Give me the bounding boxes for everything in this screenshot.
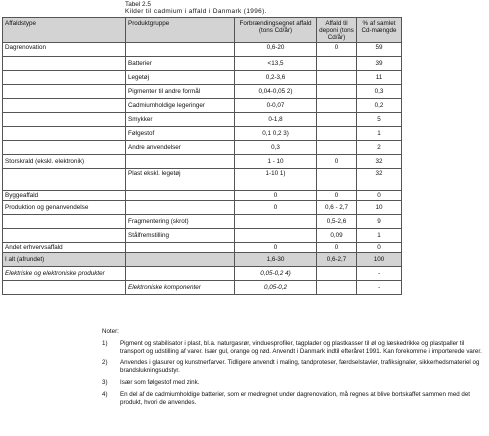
cell-landfill	[317, 141, 357, 155]
cell-waste-type	[3, 113, 126, 127]
table-row	[3, 191, 402, 201]
table-row	[3, 201, 402, 215]
table-header-row	[3, 18, 402, 43]
note-number: 2)	[102, 359, 108, 367]
notes-list	[102, 340, 482, 407]
cell-waste-type: I alt (afrundet)	[3, 253, 126, 267]
header-incineration: Forbrændingsegnet affald (tons Cd/år)	[235, 18, 317, 43]
table-row	[3, 43, 402, 57]
cell-product-group: Pigmenter til andre formål	[126, 85, 235, 99]
note-text: Anvendes i glasurer og kunstnerfarver. Tidligere anvendt i maling, tandproteser, færdselstavler, trafiksignaler, sikkerhedsmateriel og brandslukningsudstyr.	[120, 359, 480, 375]
table-caption	[125, 1, 267, 15]
cell-incineration: 0	[235, 201, 317, 215]
table-body	[3, 43, 402, 295]
cell-percent: 9	[357, 215, 402, 229]
cell-incineration: 1,6-30	[235, 253, 317, 267]
note-item	[102, 340, 482, 356]
cell-landfill: 0	[317, 191, 357, 201]
cell-percent: 0,3	[357, 85, 402, 99]
table-row	[3, 85, 402, 99]
cell-waste-type	[3, 281, 126, 295]
table-row	[3, 243, 402, 253]
table-row	[3, 267, 402, 281]
cell-product-group	[126, 191, 235, 201]
cell-percent: -	[357, 267, 402, 281]
cell-landfill: 0	[317, 43, 357, 57]
cell-product-group: Plast ekskl. legetøj	[126, 169, 235, 191]
note-number: 1)	[102, 339, 108, 347]
cell-incineration: 0,05-0,2 4)	[235, 267, 317, 281]
cell-incineration: <13,5	[235, 57, 317, 71]
cell-percent: 59	[357, 43, 402, 57]
cell-incineration: 0,6-20	[235, 43, 317, 57]
cell-incineration: 0	[235, 191, 317, 201]
cell-landfill	[317, 57, 357, 71]
cell-landfill: 0,09	[317, 229, 357, 243]
cell-percent: 0	[357, 191, 402, 201]
cell-landfill	[317, 113, 357, 127]
cell-incineration: 0,1 0,2 3)	[235, 127, 317, 141]
cell-percent: 39	[357, 57, 402, 71]
cell-incineration: 0-0,07	[235, 99, 317, 113]
table-row	[3, 155, 402, 169]
cell-incineration: 0,3	[235, 141, 317, 155]
cell-product-group: Andre anvendelser	[126, 141, 235, 155]
note-number: 4)	[102, 390, 108, 398]
cell-landfill: 0	[317, 155, 357, 169]
cell-waste-type: Andet erhvervsaffald	[3, 243, 126, 253]
cell-waste-type: Produktion og genanvendelse	[3, 201, 126, 215]
table-number: Tabel 2.5	[125, 1, 151, 8]
cell-percent: 0	[357, 243, 402, 253]
table-row	[3, 99, 402, 113]
cell-incineration	[235, 215, 317, 229]
cell-landfill	[317, 169, 357, 191]
cell-incineration: 1 - 10	[235, 155, 317, 169]
cell-product-group: Følgestof	[126, 127, 235, 141]
table-row	[3, 169, 402, 191]
cell-landfill: 0,5-2,6	[317, 215, 357, 229]
note-item	[102, 379, 482, 387]
cell-product-group	[126, 201, 235, 215]
cell-percent: 32	[357, 169, 402, 191]
cell-percent: 100	[357, 253, 402, 267]
cell-incineration: 0	[235, 243, 317, 253]
cell-product-group	[126, 243, 235, 253]
note-item	[102, 359, 482, 375]
table-row	[3, 127, 402, 141]
note-text: Især som følgestof med zink.	[120, 378, 200, 386]
cell-landfill: 0,6-2,7	[317, 253, 357, 267]
cell-product-group: Elektroniske komponenter	[126, 281, 235, 295]
cell-waste-type	[3, 71, 126, 85]
cell-percent: 0,2	[357, 99, 402, 113]
cell-product-group: Legetøj	[126, 71, 235, 85]
table-row	[3, 113, 402, 127]
cell-product-group: Batterier	[126, 57, 235, 71]
note-text: En del af de cadmiumholdige batterier, som er medregnet under dagrenovation, må regnes at blive bortskaffet sammen med det produkt, hvori de anvendes.	[120, 390, 471, 406]
cadmium-sources-table	[2, 17, 402, 295]
cell-waste-type: Dagrenovation	[3, 43, 126, 57]
cell-waste-type	[3, 85, 126, 99]
cell-waste-type	[3, 99, 126, 113]
cell-percent: 2	[357, 141, 402, 155]
cell-product-group: Stålfremstilling	[126, 229, 235, 243]
cell-percent: 32	[357, 155, 402, 169]
cell-landfill	[317, 127, 357, 141]
notes-section	[102, 328, 482, 410]
header-percent: % af samlet Cd-mængde	[357, 18, 402, 43]
cell-incineration: 0-1,8	[235, 113, 317, 127]
cell-waste-type	[3, 127, 126, 141]
header-landfill: Affald til deponi (tons Cd/år)	[317, 18, 357, 43]
cell-waste-type	[3, 215, 126, 229]
cell-waste-type	[3, 57, 126, 71]
cell-percent: 11	[357, 71, 402, 85]
note-text: Pigment og stabilisator i plast, bl.a. naturgasrør, vinduesprofiler, tagplader og plastkasser til øl og læskedrikke og plastpaller til transport og udstilling af varer. Især gul, orange og rød. Anvendt i Danmark indtil efteråret 1991. Kan forekomme i importerede varer.	[120, 339, 482, 355]
cell-incineration: 0,04-0,05 2)	[235, 85, 317, 99]
cell-incineration: 0,05-0,2	[235, 281, 317, 295]
note-number: 3)	[102, 378, 108, 386]
cell-incineration: 0,2-3,6	[235, 71, 317, 85]
cell-product-group: Cadmiumholdige legeringer	[126, 99, 235, 113]
cell-landfill	[317, 281, 357, 295]
notes-heading: Noter:	[102, 328, 119, 335]
cell-waste-type	[3, 141, 126, 155]
cell-percent: -	[357, 281, 402, 295]
cell-landfill	[317, 71, 357, 85]
cell-product-group	[126, 267, 235, 281]
table-row	[3, 229, 402, 243]
note-item	[102, 391, 482, 407]
cell-percent: 10	[357, 201, 402, 215]
table-row	[3, 57, 402, 71]
cell-waste-type: Storskrald (ekskl. elektronik)	[3, 155, 126, 169]
cell-product-group	[126, 155, 235, 169]
cell-product-group: Fragmentering (skrot)	[126, 215, 235, 229]
cell-percent: 1	[357, 127, 402, 141]
header-waste-type: Affaldstype	[3, 18, 126, 43]
cell-incineration	[235, 229, 317, 243]
cell-landfill	[317, 85, 357, 99]
table-row	[3, 71, 402, 85]
cell-landfill	[317, 99, 357, 113]
cell-waste-type: Byggeaffald	[3, 191, 126, 201]
cell-percent: 5	[357, 113, 402, 127]
cell-product-group: Smykker	[126, 113, 235, 127]
cell-landfill: 0,6 - 2,7	[317, 201, 357, 215]
table-row	[3, 281, 402, 295]
table-row	[3, 141, 402, 155]
cell-landfill	[317, 267, 357, 281]
cell-percent: 1	[357, 229, 402, 243]
cell-waste-type: Elektriske og elektroniske produkter	[3, 267, 126, 281]
table-row	[3, 215, 402, 229]
cell-landfill: 0	[317, 243, 357, 253]
cell-waste-type	[3, 169, 126, 191]
cell-product-group	[126, 253, 235, 267]
table-row	[3, 253, 402, 267]
cell-waste-type	[3, 229, 126, 243]
table-title: Kilder til cadmium i affald i Danmark (1996).	[125, 8, 267, 16]
cell-product-group	[126, 43, 235, 57]
cell-incineration: 1-10 1)	[235, 169, 317, 191]
header-product-group: Produktgruppe	[126, 18, 235, 43]
